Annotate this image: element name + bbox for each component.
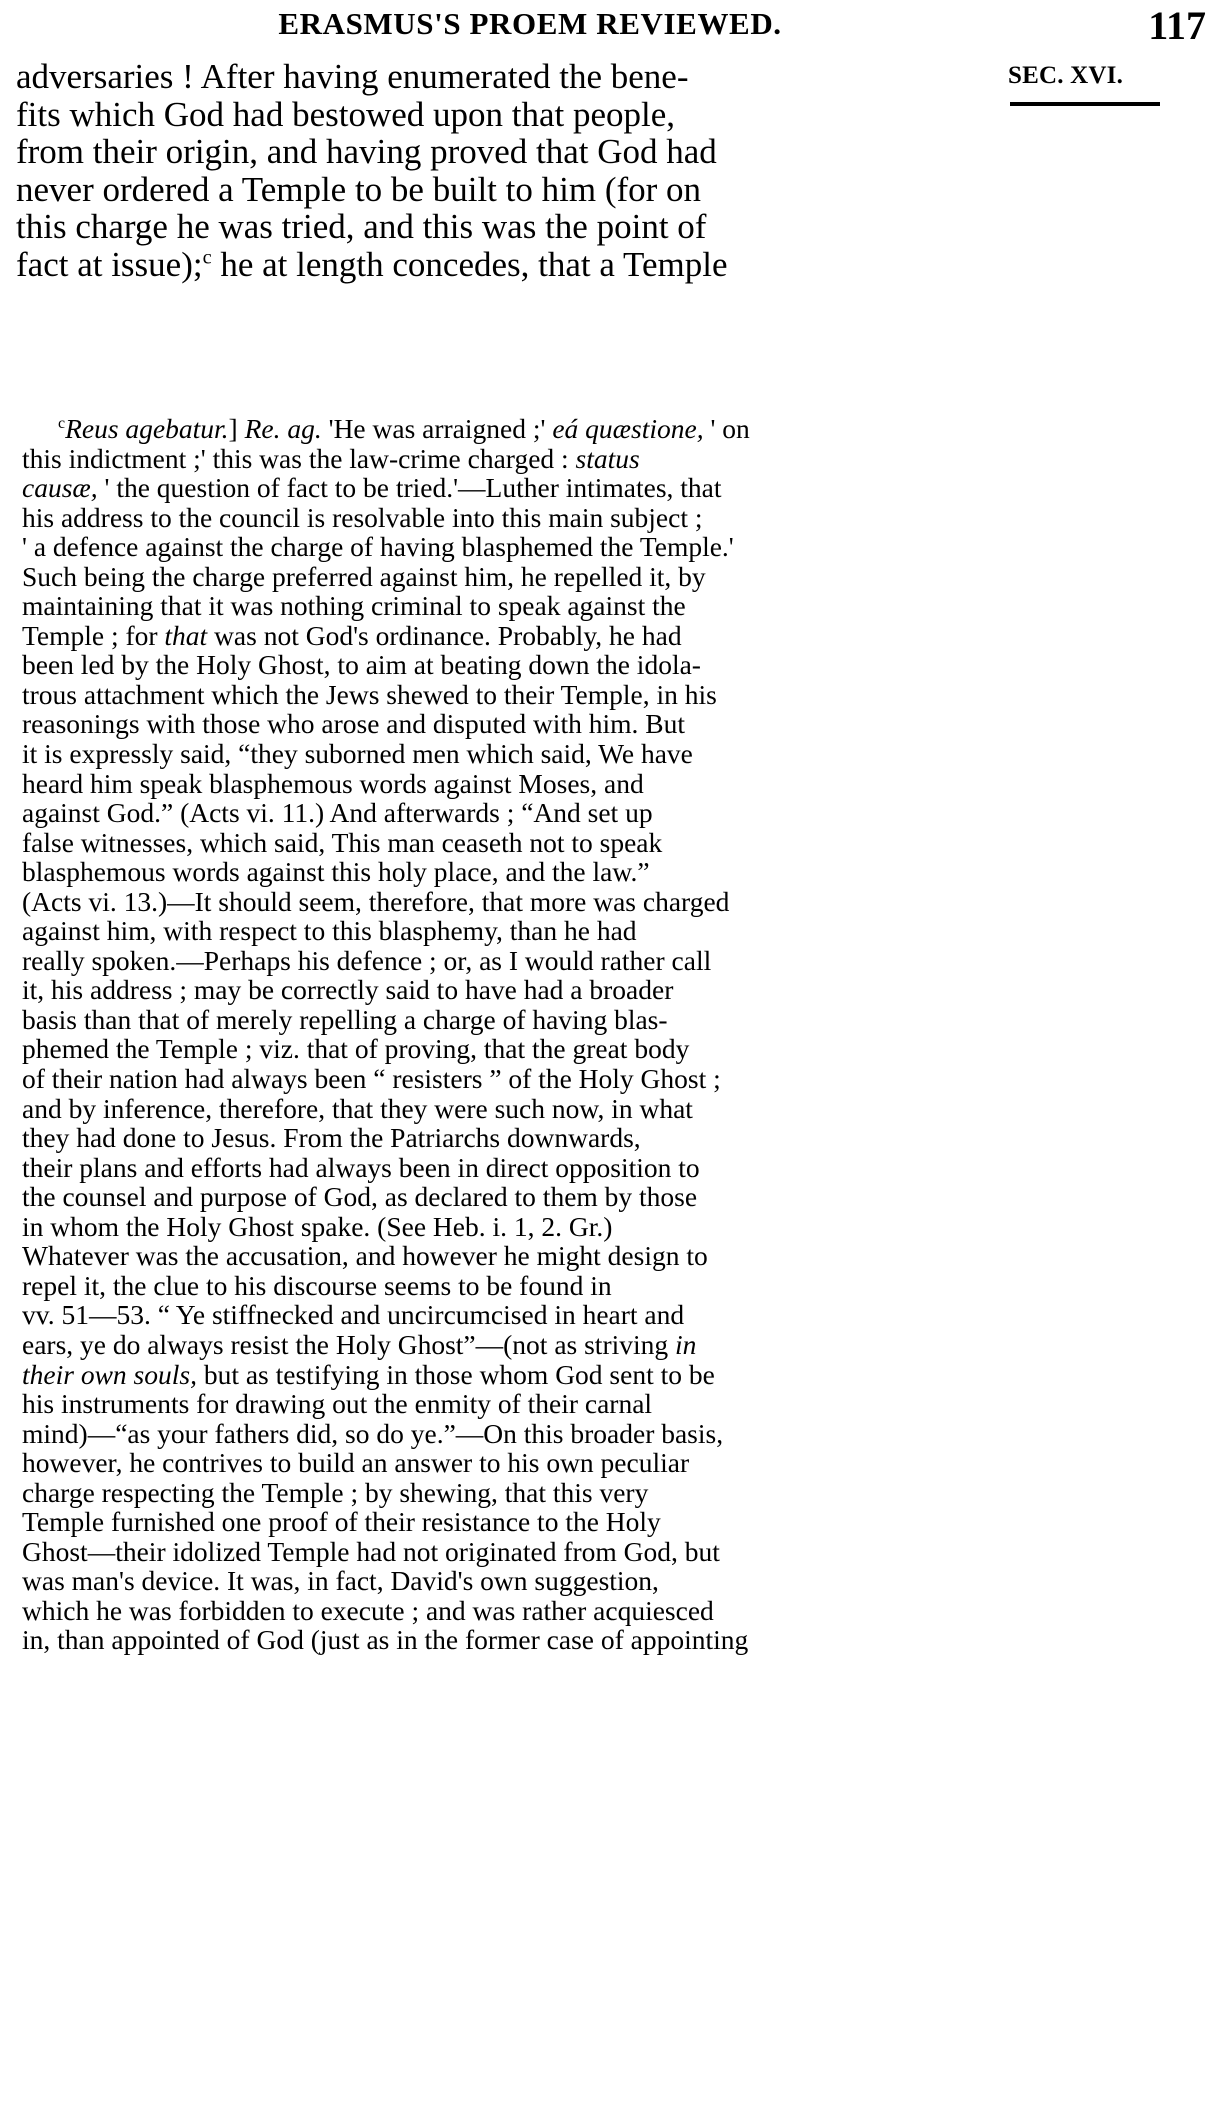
footnote-italic-text: causæ, xyxy=(22,472,98,504)
footnote-marker: c xyxy=(58,414,66,432)
body-line: never ordered a Temple to be built to him (for on xyxy=(16,169,702,209)
footnote-line: against God.” (Acts vi. 11.) And afterwards ; “And set up xyxy=(22,797,653,829)
footnote-line: basis than that of merely repelling a charge of having blas- xyxy=(22,1003,668,1035)
footnote-line: was man's device. It was, in fact, David's own suggestion, xyxy=(22,1565,659,1597)
section-rule xyxy=(1010,102,1160,106)
footnote-italic-text: Re. ag. xyxy=(244,413,322,444)
footnote-line: his address to the council is resolvable into this main subject ; xyxy=(22,501,703,533)
footnote-line: Such being the charge preferred against him, he repelled it, by xyxy=(22,560,706,592)
body-line: this charge he was tried, and this was the point of xyxy=(16,207,707,246)
footnote-line: their plans and efforts had always been in direct opposition to xyxy=(22,1151,700,1183)
footnote-line: repel it, the clue to his discourse seems to be found in xyxy=(22,1269,612,1301)
footnote-line: Temple ; for that was not God's ordinance. Probably, he had xyxy=(22,619,682,651)
body-line: fits which God had bestowed upon that people, xyxy=(16,94,676,134)
footnote-italic-text: status xyxy=(575,442,640,474)
footnote-line: Temple furnished one proof of their resistance to the Holy xyxy=(22,1506,661,1538)
footnote-line: ears, ye do always resist the Holy Ghost”—(not as striving in xyxy=(22,1328,697,1360)
footnote-line: been led by the Holy Ghost, to aim at beating down the idola- xyxy=(22,649,701,681)
footnote-italic-text: eá quæstione, xyxy=(552,413,704,444)
footnote-line: it, his address ; may be correctly said to have had a broader xyxy=(22,974,674,1006)
footnote-line: their own souls, but as testifying in those whom God sent to be xyxy=(22,1358,715,1390)
footnote-italic-text: Reus agebatur. xyxy=(65,413,229,444)
footnote-line: in, than appointed of God (just as in the former case of appointing xyxy=(22,1624,749,1656)
footnote-line: this indictment ;' this was the law-crime charged : status xyxy=(22,442,640,474)
footnote-line: $^c$Reus agebatur.] Re. ag. 'He was arraigned ;' eá quæstione, ' on xyxy=(58,413,750,444)
footnote-line: the counsel and purpose of God, as declared to them by those xyxy=(22,1181,698,1213)
footnote-line: however, he contrives to build an answer to his own peculiar xyxy=(22,1447,690,1479)
margin-section-note xyxy=(1008,62,1222,106)
running-head-title: ERASMUS'S PROEM REVIEWED. xyxy=(278,6,782,41)
footnote-line: they had done to Jesus. From the Patriarchs downwards, xyxy=(22,1122,641,1154)
footnote-line: maintaining that it was nothing criminal to speak against the xyxy=(22,590,686,622)
footnote-line: charge respecting the Temple ; by shewing, that this very xyxy=(22,1476,649,1508)
footnote-italic-text: their own souls, xyxy=(22,1358,197,1390)
footnote-line: phemed the Temple ; viz. that of proving, that the great body xyxy=(22,1033,690,1065)
footnote-line: and by inference, therefore, that they were such now, in what xyxy=(22,1092,693,1124)
footnote-line: mind)—“as your fathers did, so do ye.”—On this broader basis, xyxy=(22,1417,724,1449)
footnote-line: heard him speak blasphemous words against Moses, and xyxy=(22,767,644,799)
footnote-italic-text: that xyxy=(164,619,208,651)
footnote-line: Ghost—their idolized Temple had not originated from God, but xyxy=(22,1535,720,1567)
footnote-block xyxy=(22,414,1024,1655)
body-line: adversaries ! After having enumerated the bene- xyxy=(16,57,689,96)
footnote-line: against him, with respect to this blasphemy, than he had xyxy=(22,915,637,947)
footnote-line: Whatever was the accusation, and however he might design to xyxy=(22,1240,708,1272)
footnote-line: (Acts vi. 13.)—It should seem, therefore, that more was charged xyxy=(22,885,730,917)
footnote-italic-text: in xyxy=(675,1328,697,1360)
footnote-line: really spoken.—Perhaps his defence ; or, as I would rather call xyxy=(22,944,712,976)
footnote-reference-marker[interactable]: c xyxy=(202,245,212,268)
footnote-line: his instruments for drawing out the enmity of their carnal xyxy=(22,1388,653,1420)
footnote-line: in whom the Holy Ghost spake. (See Heb. i. 1, 2. Gr.) xyxy=(22,1210,613,1242)
running-head xyxy=(0,3,1228,50)
footnote-line: false witnesses, which said, This man ceaseth not to speak xyxy=(22,826,663,858)
body-line: fact at issue);$^c$ he at length concedes, that a Temple xyxy=(16,244,728,284)
page-number: 117 xyxy=(1148,3,1206,48)
footnote-line: causæ, ' the question of fact to be tried.'—Luther intimates, that xyxy=(22,472,722,504)
footnote-line: reasonings with those who arose and disputed with him. But xyxy=(22,708,685,740)
footnote-line: of their nation had always been “ resisters ” of the Holy Ghost ; xyxy=(22,1063,721,1095)
section-label: SEC. XVI. xyxy=(1008,62,1124,89)
footnote-line: it is expressly said, “they suborned men which said, We have xyxy=(22,738,693,770)
footnote-line: ' a defence against the charge of having blasphemed the Temple.' xyxy=(22,531,734,563)
body-line: from their origin, and having proved that God had xyxy=(16,132,717,171)
footnote-line: blasphemous words against this holy place, and the law.” xyxy=(22,856,650,888)
footnote-line: vv. 51—53. “ Ye stiffnecked and uncircumcised in heart and xyxy=(22,1299,685,1331)
footnote-line: which he was forbidden to execute ; and was rather acquiesced xyxy=(22,1594,714,1626)
footnote-line: trous attachment which the Jews shewed to their Temple, in his xyxy=(22,678,717,710)
body-text xyxy=(16,58,998,283)
